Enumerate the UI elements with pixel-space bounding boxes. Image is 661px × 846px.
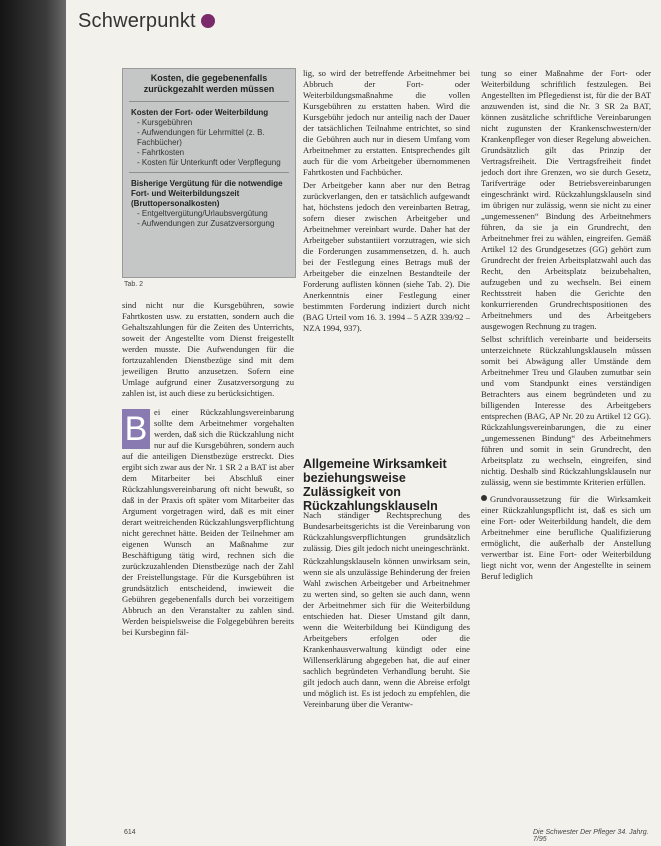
bullet-icon: [481, 495, 487, 501]
paragraph: tung so einer Maßnahme der Fort- oder Weiterbildung schriftlich festzulegen. Bei Angestellten im Pflegedienst ist, für die der BAT anzuwenden ist, sind die Nr. 3 SR 2a BAT, können zusätzliche schriftliche Vereinbarungen nicht zugunsten der Krankenschwestern/der Krankenpfleger von dieser Regelung abweichen. Grundsätzlich gilt das Prinzip der Vertragsfreiheit. Die Vertragsfreiheit findet jedoch dort ihre Grenzen, wo sie durch Gesetz, Tarifverträge oder Betriebsvereinbarungen eingeschränkt wird. Rückzahlungsklauseln sind im übrigen nur zulässig, wenn sie nicht zu einer „ungemessenen“ Bindung des Arbeitnehmers führen, da sie ja ein Grundrecht, den Arbeitnehmer frei zu wählen, eingreifen. Gemäß Artikel 12 des Grundgesetzes (GG) gehört zum Grundrecht der freien Arbeitsplatzwahl auch das Recht, den Arbeitsplatz beizubehalten, aufzugeben und zu wechseln. Bei einem Rechtsstreit haben die Gerichte den konkurrierenden Grundrechtspositionen des Arbeitnehmers und des Arbeitgebers ausgewogen Rechnung zu tragen.: [481, 68, 651, 331]
paragraph: [122, 407, 294, 638]
drop-cap: B: [122, 409, 150, 449]
info-box-table: [122, 68, 296, 278]
info-box-divider: [129, 172, 289, 173]
paragraph: [481, 494, 651, 582]
info-box-title: Kosten, die gegebenenfalls zurückgezahlt werden müssen: [143, 73, 275, 94]
paragraph: lig, so wird der betreffende Arbeitnehmer bei Abbruch der Fort- oder Weiterbildungsmaßnahme die vollen Kursgebühren zu erstatten haben. Wird die Kursgebühr jedoch nur anteilig nach der Dauer der tatsächlichen Teilnahme entrichtet, so sind die Gebühren auch nur in diesem Umfang vom Arbeitnehmer zu erstatten. Entsprechendes gilt auch für die vom Arbeitgeber übernommenen Fahrtkosten und Fachbücher.: [303, 68, 470, 177]
paragraph: Nach ständiger Rechtsprechung des Bundesarbeitsgerichts ist die Vereinbarung von Rückzahlungsverpflichtungen grundsätzlich zulässig. Dies gilt jedoch nicht uneingeschränkt.: [303, 510, 470, 553]
info-box-item: - Aufwendungen für Lehrmittel (z. B. Fachbücher): [137, 128, 265, 147]
column-2-bottom: [303, 510, 470, 826]
info-box-section2-heading: Bisherige Vergütung für die notwendige Fort- und Weiterbildungszeit (Bruttopersonalkosten): [131, 179, 283, 208]
info-box-item: - Fahrtkosten: [137, 148, 185, 157]
paragraph: sind nicht nur die Kursgebühren, sowie Fahrtkosten usw. zu erstatten, sondern auch die Gehaltszahlungen für die Zeiten des Unterrichts, soweit der Angestellte vom Dienst freigestellt werden musste. Die Aufwendungen für die fortzuzahlenden Dienstbezüge sind mit dem jeweiligen Brutto anzusetzen. Sofern eine Umlage aufgrund einer Zusatzversorgung zu zahlen ist, ist auch diese zu berücksichtigen.: [122, 300, 294, 398]
page-gutter-shadow: [0, 0, 66, 846]
info-box-item: - Entgeltvergütung/Urlaubsvergütung: [137, 209, 268, 218]
info-box-divider: [129, 101, 289, 102]
section-title: Schwerpunkt: [78, 10, 196, 32]
table-caption: Tab. 2: [124, 281, 144, 288]
info-box-section1-heading: Kosten der Fort- oder Weiterbildung: [131, 108, 269, 117]
column-1: [122, 300, 294, 825]
info-box-item: - Kosten für Unterkunft oder Verpflegung: [137, 158, 281, 167]
paragraph-text: Grundvoraussetzung für die Wirksamkeit einer Rückzahlungspflicht ist, daß es sich um eine Fort- oder Weiterbildung handelt, die dem Arbeitnehmer eine berufliche Qualifizierung ermöglicht, die außerhalb der Anstellung verwertbar ist. Eine Fort- oder Weiterbildung liegt nicht vor, wenn der Angestellte in seinem Beruf lediglich: [481, 494, 651, 581]
section-heading: Allgemeine Wirksamkeit beziehungsweise Zulässigkeit von Rückzahlungsklauseln: [303, 457, 447, 513]
header-dot-icon: [201, 14, 215, 28]
paragraph: Selbst schriftlich vereinbarte und beiderseits unterzeichnete Rückzahlungsklauseln müssen somit bei Abwägung aller Umstände dem Arbeitnehmer Treu und Glauben zumutbar sein und vom Standpunkt eines verständigen Betrachters aus einem begründeten und zu billigenden Interesse des Arbeitgebers entsprechen (BAG, AP Nr. 20 zu Artikel 12 GG). Rückzahlungsvereinbarungen, die zu einer „ungemessenen Bindung“ des Arbeitnehmers führen und somit in sein Grundrecht, den Arbeitsplatz zu wechseln, eingreifen, sind nichtig. Deshalb sind Rückzahlungsklauseln nur zulässig, wenn sie bestimmte Kriterien erfüllen.: [481, 334, 651, 487]
page-number: 614: [124, 829, 136, 836]
info-box-section2-list: [123, 209, 295, 229]
section-header: [78, 10, 215, 33]
document-page: [66, 0, 661, 846]
paragraph: Der Arbeitgeber kann aber nur den Betrag zurückverlangen, den er tatsächlich aufgewandt hat, höchstens jedoch den vereinbarten Betrag, sofern dieser zwischen Arbeitgeber und Arbeitnehmer vereinbart wurde. Daher hat der Arbeitgeber substantiiert vorzutragen, wie sich die Forderungen zusammensetzen, d. h. auch bei der Festlegung eines Betrags muß der Arbeitgeber die einzelnen Bestandteile der Forderung auflisten können (siehe Tab. 2). Die Anerkenntnis einer Festlegung einer bestimmten Forderung indiziert durch nicht (BAG Urteil vom 16. 3. 1994 – 5 AZR 339/92 – NZA 1994, 937).: [303, 180, 470, 333]
column-3: [481, 68, 651, 826]
paragraph-text: ei einer Rückzahlungsvereinbarung sollte dem Arbeitnehmer vorgehalten werden, daß sich die Rückzahlung nicht nur auf die Kursgebühren, sondern auch auf die anteiligen Dienstbezüge erstreckt. Dies ergibt sich zwar aus der Nr. 1 SR 2 a BAT ist aber dem Mitarbeiter bei Abschluß einer Rückzahlungsvereinbarung oft nicht bewußt, so daß in der Praxis oft später vom Mitarbeiter das Argument vorgetragen wird, daß es mit einer derart weitreichenden Rückzahlungsverpflichtung nicht gerechnet hätte. Beiden der Teilnehmer am eigenen Wunsch an Maßnahme zur Beschäftigung tätig wird, rechnen sich die zurückzuzahlenden Dienstbezüge nach der Zahl der Freistellungstage. Für die Kursgebühren ist grundsätzlich entscheidend, inwieweit die Gebühren gegebenenfalls durch bei vorzeitigem Abbruch an den Veranstalter zu zahlen sind. Werden beispielsweise die Folgegebühren bereits bei Kursbeginn fäl-: [122, 407, 294, 637]
paragraph: Rückzahlungsklauseln können unwirksam sein, wenn sie als unzulässige Behinderung der freien Wahl zwischen Arbeitgeber und Arbeitnehmer zu werten sind, so gelten sie auch dann, wenn der Arbeitnehmer sich für die Weiterbildung entschieden hat. Dieser Umstand gilt dann, wenn die Weiterbildung bei Kündigung des Arbeitgebers erfolgen oder die Krankenhausverwaltung kündigt oder eine Willenserklärung abgegeben hat, die auf einer sachlich begründeten Verhandlung beruht. Sie gilt jedoch auch dann, wenn die Abreise erfolgt und möglich ist. Es ist jedoch zu empfehlen, die Vereinbarung über die Verantw-: [303, 556, 470, 709]
info-box-item: - Kursgebühren: [137, 118, 193, 127]
info-box-section1-list: [123, 118, 295, 168]
column-2-top: [303, 68, 470, 443]
info-box-item: - Aufwendungen zur Zusatzversorgung: [137, 219, 275, 228]
journal-footer: Die Schwester Der Pfleger 34. Jahrg. 7/95: [533, 829, 649, 843]
